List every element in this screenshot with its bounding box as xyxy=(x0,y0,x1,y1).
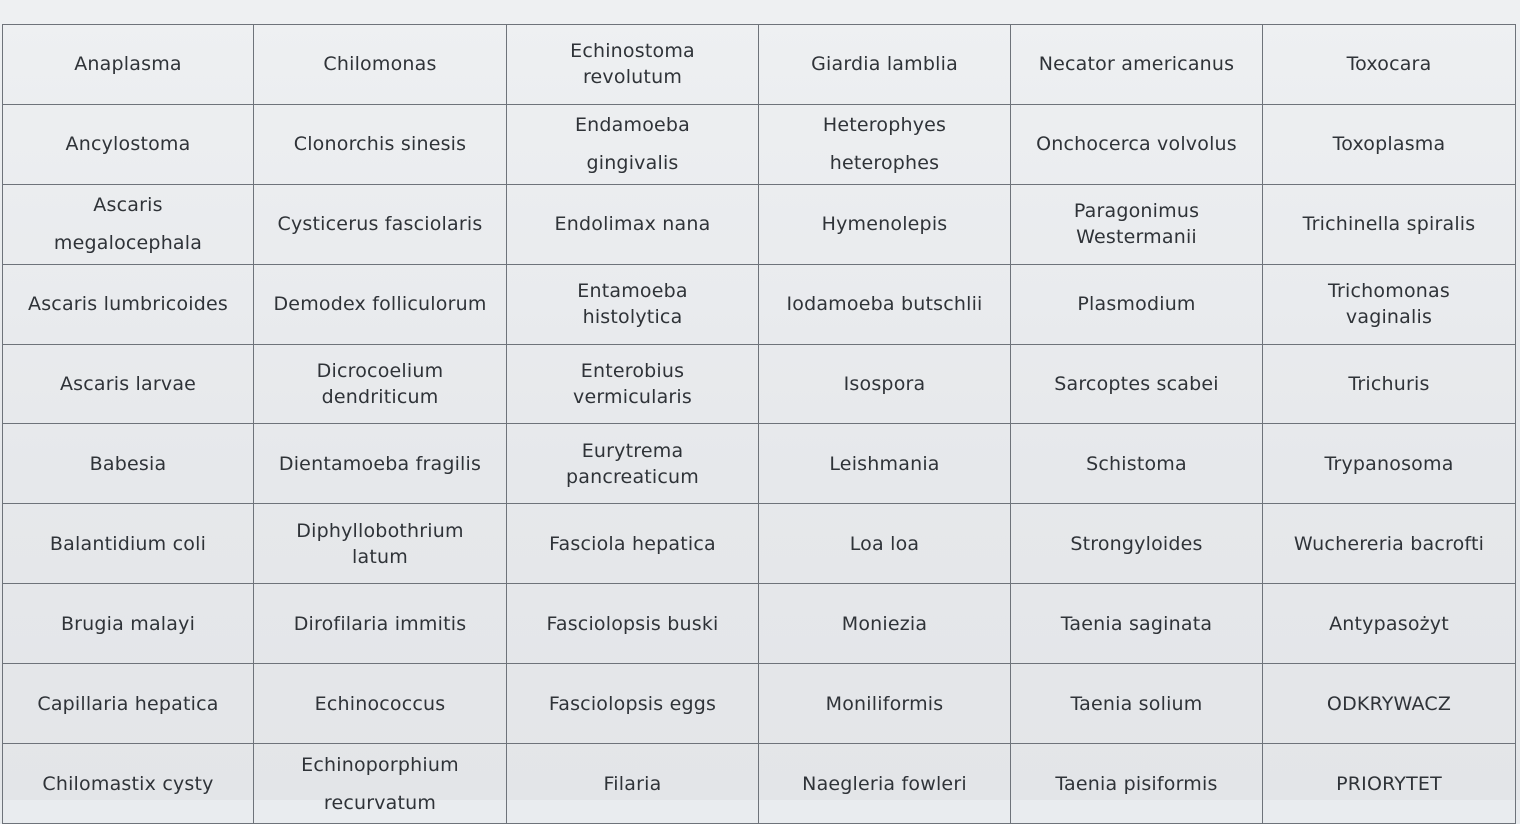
grid-row xyxy=(3,584,1516,664)
grid-cell: Taenia saginata xyxy=(1011,584,1263,664)
grid-cell: Onchocerca volvolus xyxy=(1011,104,1263,184)
grid-cell: Heterophyes heterophes xyxy=(759,104,1011,184)
grid-cell: Iodamoeba butschlii xyxy=(759,264,1011,344)
grid-cell: Ascaris megalocephala xyxy=(3,184,254,264)
grid-cell: Filaria xyxy=(507,744,759,824)
grid-cell: Balantidium coli xyxy=(3,504,254,584)
grid-cell: Clonorchis sinesis xyxy=(254,104,507,184)
grid-cell: Wuchereria bacrofti xyxy=(1263,504,1516,584)
grid-cell: PRIORYTET xyxy=(1263,744,1516,824)
grid-cell: Enterobius vermicularis xyxy=(507,344,759,424)
parasite-card-grid xyxy=(2,24,1516,824)
grid-row xyxy=(3,184,1516,264)
grid-row xyxy=(3,424,1516,504)
grid-cell: Dientamoeba fragilis xyxy=(254,424,507,504)
grid-cell: Toxocara xyxy=(1263,25,1516,105)
grid-cell: Necator americanus xyxy=(1011,25,1263,105)
grid-cell: Eurytrema pancreaticum xyxy=(507,424,759,504)
grid-cell: Chilomastix cysty xyxy=(3,744,254,824)
grid-cell: Trichinella spiralis xyxy=(1263,184,1516,264)
grid-cell: Giardia lamblia xyxy=(759,25,1011,105)
grid-cell: Trichomonas vaginalis xyxy=(1263,264,1516,344)
grid-cell: Moniliformis xyxy=(759,664,1011,744)
grid-cell: Toxoplasma xyxy=(1263,104,1516,184)
grid-cell: Entamoeba histolytica xyxy=(507,264,759,344)
grid-row xyxy=(3,264,1516,344)
grid-cell: Loa loa xyxy=(759,504,1011,584)
grid-cell: Fasciola hepatica xyxy=(507,504,759,584)
grid-cell: Endamoeba gingivalis xyxy=(507,104,759,184)
grid-cell: Moniezia xyxy=(759,584,1011,664)
grid-cell: Plasmodium xyxy=(1011,264,1263,344)
grid-cell: Trypanosoma xyxy=(1263,424,1516,504)
grid-cell: Endolimax nana xyxy=(507,184,759,264)
grid-cell: Chilomonas xyxy=(254,25,507,105)
grid-cell: Sarcoptes scabei xyxy=(1011,344,1263,424)
grid-cell: Fasciolopsis eggs xyxy=(507,664,759,744)
grid-row xyxy=(3,344,1516,424)
grid-row xyxy=(3,664,1516,744)
grid-cell: Leishmania xyxy=(759,424,1011,504)
grid-row xyxy=(3,25,1516,105)
grid-cell: Ascaris larvae xyxy=(3,344,254,424)
grid-cell: Echinoporphium recurvatum xyxy=(254,744,507,824)
grid-cell: Demodex folliculorum xyxy=(254,264,507,344)
grid-cell: ODKRYWACZ xyxy=(1263,664,1516,744)
grid-cell: Paragonimus Westermanii xyxy=(1011,184,1263,264)
grid-row xyxy=(3,504,1516,584)
grid-cell: Anaplasma xyxy=(3,25,254,105)
grid-cell: Babesia xyxy=(3,424,254,504)
grid-cell: Dicrocoelium dendriticum xyxy=(254,344,507,424)
grid-cell: Taenia pisiformis xyxy=(1011,744,1263,824)
grid-cell: Cysticerus fasciolaris xyxy=(254,184,507,264)
grid-row xyxy=(3,104,1516,184)
grid-cell: Fasciolopsis buski xyxy=(507,584,759,664)
grid-cell: Trichuris xyxy=(1263,344,1516,424)
grid-cell: Hymenolepis xyxy=(759,184,1011,264)
grid-cell: Schistoma xyxy=(1011,424,1263,504)
grid-cell: Antypasożyt xyxy=(1263,584,1516,664)
grid-cell: Echinococcus xyxy=(254,664,507,744)
grid-row xyxy=(3,744,1516,824)
grid-cell: Capillaria hepatica xyxy=(3,664,254,744)
grid-cell: Brugia malayi xyxy=(3,584,254,664)
grid-cell: Isospora xyxy=(759,344,1011,424)
grid-cell: Taenia solium xyxy=(1011,664,1263,744)
grid-cell: Dirofilaria immitis xyxy=(254,584,507,664)
grid-cell: Ancylostoma xyxy=(3,104,254,184)
grid-cell: Ascaris lumbricoides xyxy=(3,264,254,344)
grid-cell: Echinostoma revolutum xyxy=(507,25,759,105)
grid-cell: Strongyloides xyxy=(1011,504,1263,584)
grid-cell: Diphyllobothrium latum xyxy=(254,504,507,584)
grid-cell: Naegleria fowleri xyxy=(759,744,1011,824)
